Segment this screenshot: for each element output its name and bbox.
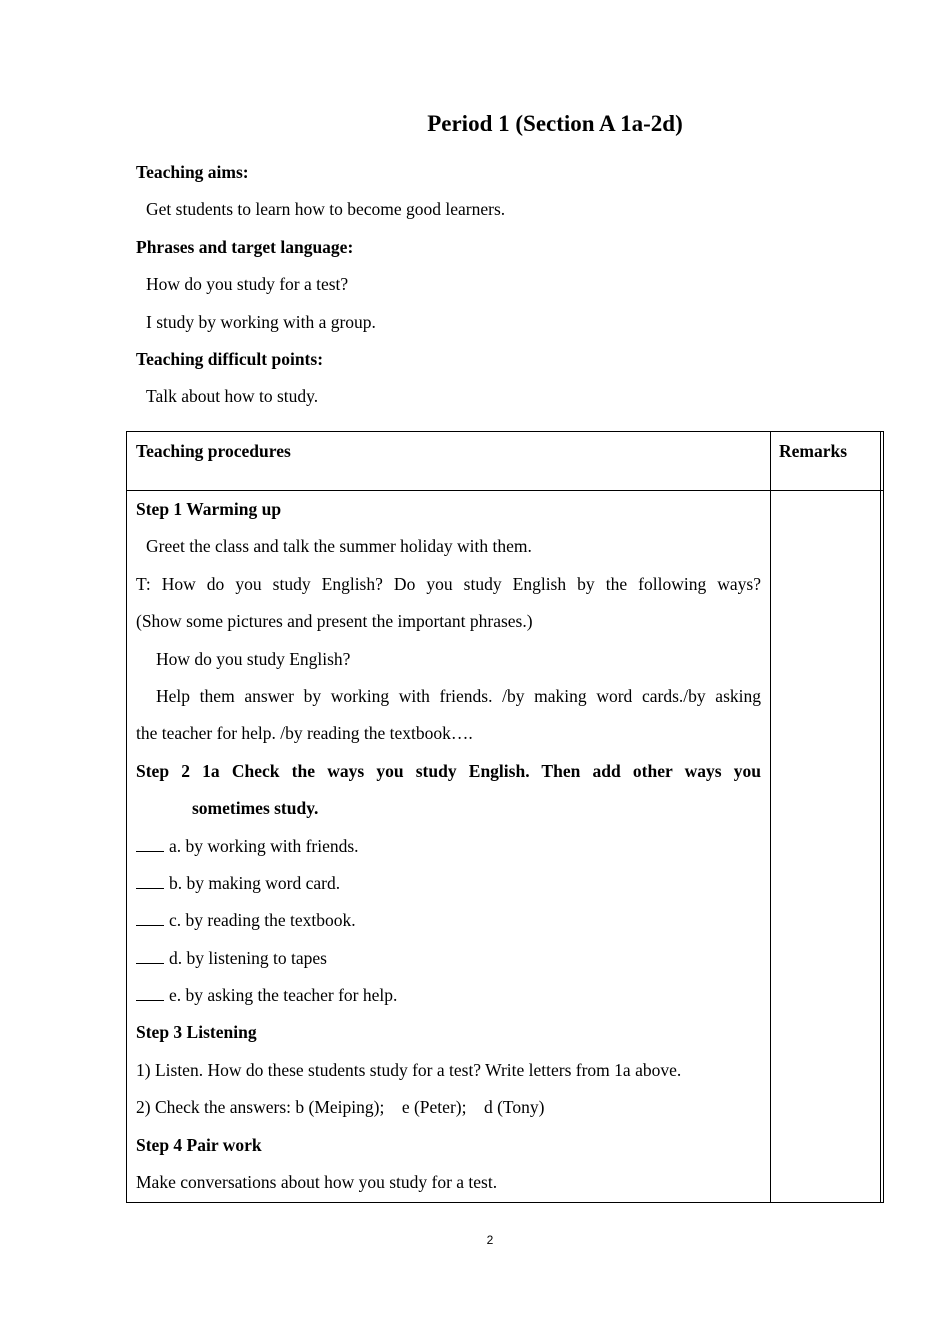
answer-blank: [136, 949, 164, 964]
step1-teacher-line: T: How do you study English? Do you study English by the following ways?: [136, 573, 761, 594]
answer-blank: [136, 986, 164, 1001]
step1-teacher-line: (Show some pictures and present the important phrases.): [136, 611, 533, 632]
phrases-heading: Phrases and target language:: [136, 236, 354, 257]
step1-heading: Step 1 Warming up: [136, 499, 282, 519]
step2-heading: Step 2 1a Check the ways you study English. Then add other ways you: [136, 760, 761, 781]
page-number: 2: [486, 1233, 494, 1247]
answer-blank: [136, 874, 164, 889]
step2-option: e. by asking the teacher for help.: [136, 977, 761, 1014]
step2-option: c. by reading the textbook.: [136, 902, 761, 939]
step4-heading: Step 4 Pair work: [136, 1134, 262, 1155]
step2-option: b. by making word card.: [136, 865, 761, 902]
step2-option: d. by listening to tapes: [136, 940, 761, 977]
answer-blank: [136, 911, 164, 926]
step3-item: 2) Check the answers: b (Meiping); e (Peter); d (Tony): [136, 1097, 545, 1118]
step1-help-line: Help them answer by working with friends. /by making word cards./by asking: [156, 685, 761, 706]
step3-item: 1) Listen. How do these students study for a test? Write letters from 1a above.: [136, 1059, 682, 1080]
header-remarks: Remarks: [779, 441, 848, 461]
teaching-aims-heading: Teaching aims:: [136, 162, 249, 182]
answer-blank: [136, 837, 164, 852]
header-teaching-procedures: Teaching procedures: [136, 441, 291, 461]
page-title: Period 1 (Section A 1a-2d): [427, 111, 683, 136]
procedures-cell: [136, 491, 761, 1201]
difficult-points-heading: Teaching difficult points:: [136, 348, 324, 369]
step3-heading: Step 3 Listening: [136, 1022, 257, 1043]
column-divider: [770, 432, 771, 1202]
step1-greet: Greet the class and talk the summer holiday with them.: [146, 536, 532, 557]
teaching-aims-text: Get students to learn how to become good learners.: [146, 199, 506, 220]
step2-option: a. by working with friends.: [136, 828, 761, 865]
difficult-points-text: Talk about how to study.: [146, 386, 319, 407]
procedures-table: [126, 431, 884, 1203]
phrase-item: I study by working with a group.: [146, 311, 376, 332]
step1-help-line: the teacher for help. /by reading the textbook….: [136, 723, 473, 744]
step4-text: Make conversations about how you study for a test.: [136, 1172, 498, 1193]
step1-question: How do you study English?: [156, 648, 351, 669]
intro-section: [136, 154, 776, 416]
phrase-item: How do you study for a test?: [146, 274, 349, 295]
step2-heading-cont: sometimes study.: [192, 798, 319, 819]
